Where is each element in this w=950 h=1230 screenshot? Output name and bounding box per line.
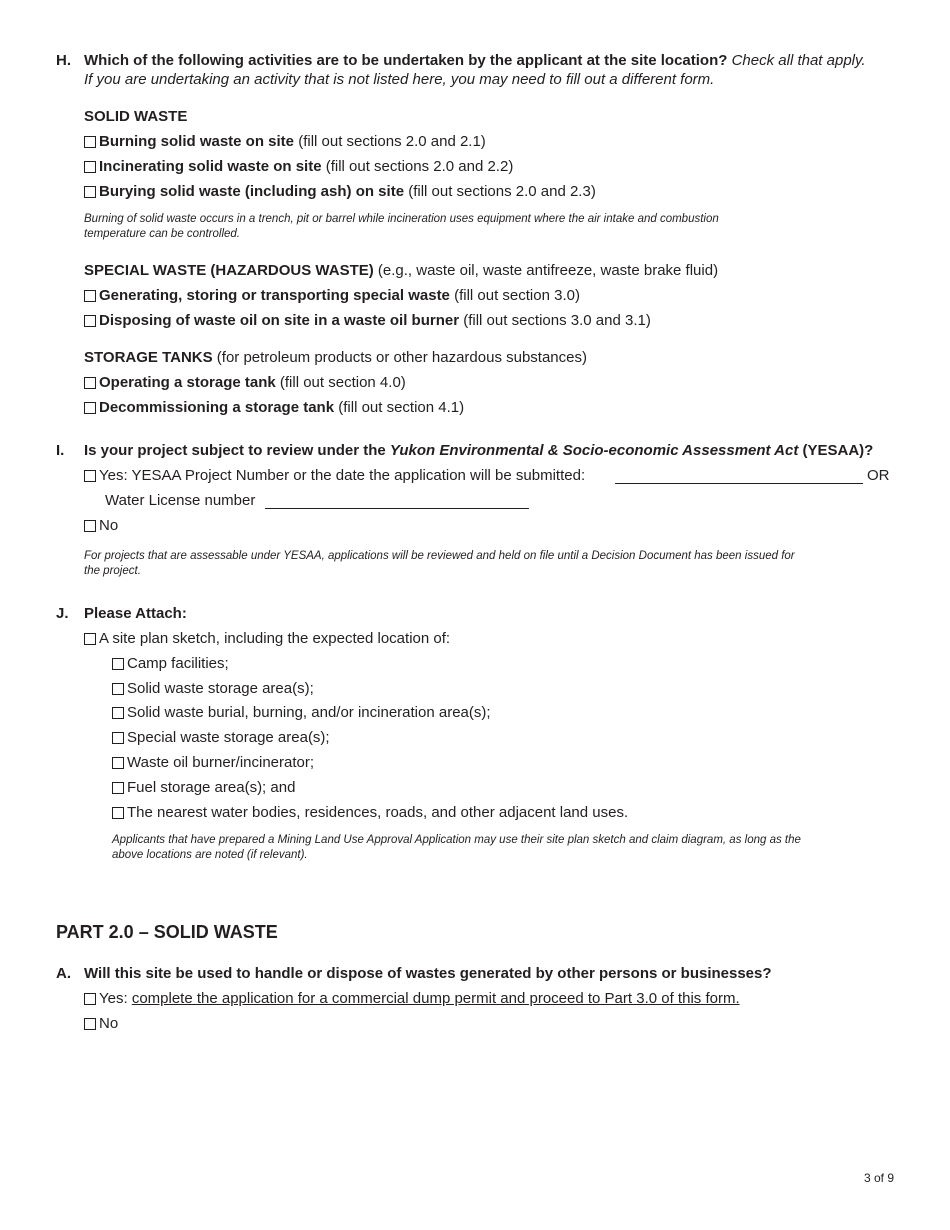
site-plan-note-line-2: above locations are noted (if relevant). — [112, 849, 308, 861]
option-label-bold: Disposing of waste oil on site in a waste oil burner — [99, 312, 460, 329]
option-waste-oil-burner[interactable] — [112, 754, 314, 772]
water-license-label: Water License number — [105, 492, 256, 509]
checkbox-generating-special-waste[interactable] — [84, 290, 96, 302]
option-label-bold: Incinerating solid waste on site — [99, 158, 322, 175]
section-i-label: I. — [56, 442, 65, 459]
subitem-label: The nearest water bodies, residences, roads, and other adjacent land uses. — [127, 804, 629, 821]
section-j-label: J. — [56, 605, 69, 622]
option-burying-solid-waste[interactable] — [84, 183, 596, 201]
subitem-label: Waste oil burner/incinerator; — [127, 754, 315, 771]
section-h-question: Which of the following activities are to be undertaken by the applicant at the site location? — [84, 52, 728, 69]
option-nearest-water-bodies[interactable] — [112, 804, 628, 822]
checkbox-commercial-dump-no[interactable] — [84, 1018, 96, 1030]
option-site-plan-sketch[interactable] — [84, 630, 450, 648]
option-label-rest: (fill out sections 2.0 and 2.2) — [321, 158, 514, 175]
section-h-label: H. — [56, 52, 71, 69]
section-j-heading: Please Attach: — [84, 605, 187, 622]
option-label-bold: Operating a storage tank — [99, 374, 276, 391]
option-yesaa-yes[interactable] — [84, 467, 585, 485]
checkbox-solid-waste-burial[interactable] — [112, 707, 124, 719]
option-label-bold: Generating, storing or transporting special waste — [99, 287, 450, 304]
part-2-title: PART 2.0 – SOLID WASTE — [56, 922, 278, 942]
option-label-bold: Burning solid waste on site — [99, 133, 295, 150]
checkbox-decommissioning-storage-tank[interactable] — [84, 402, 96, 414]
yesaa-note-line-1: For projects that are assessable under YESAA, applications will be reviewed and held on file until a Decision Document has been issued for — [84, 550, 795, 562]
option-burning-solid-waste[interactable] — [84, 133, 486, 151]
checkbox-camp-facilities[interactable] — [112, 658, 124, 670]
option-label-rest: (fill out sections 2.0 and 2.3) — [404, 183, 596, 200]
commercial-dump-yes-prefix: Yes: — [99, 990, 132, 1007]
storage-tanks-heading: STORAGE TANKS — [84, 349, 213, 366]
commercial-dump-no-label: No — [99, 1015, 119, 1032]
section-i-question-part-1: Is your project subject to review under the — [84, 442, 390, 459]
checkbox-solid-waste-storage[interactable] — [112, 683, 124, 695]
part-2-a-question: Will this site be used to handle or dispose of wastes generated by other persons or businesses? — [84, 965, 772, 982]
section-i-question — [84, 442, 873, 460]
yesaa-note-line-2: the project. — [84, 565, 141, 577]
checkbox-commercial-dump-yes[interactable] — [84, 993, 96, 1005]
option-label-rest: (fill out section 4.1) — [334, 399, 465, 416]
option-commercial-dump-yes[interactable] — [84, 990, 740, 1008]
option-label-rest: (fill out section 3.0) — [449, 287, 580, 304]
option-incinerating-solid-waste[interactable] — [84, 158, 513, 176]
site-plan-sketch-label: A site plan sketch, including the expected location of: — [99, 630, 451, 647]
checkbox-site-plan-sketch[interactable] — [84, 633, 96, 645]
checkbox-fuel-storage[interactable] — [112, 782, 124, 794]
yesaa-or-text: OR — [867, 467, 890, 484]
checkbox-incinerating-solid-waste[interactable] — [84, 161, 96, 173]
storage-tanks-heading-line — [84, 349, 587, 367]
option-yesaa-no[interactable] — [84, 517, 118, 535]
section-h-instruction: Check all that apply. — [731, 52, 866, 69]
special-waste-heading-rest: (e.g., waste oil, waste antifreeze, waste brake fluid) — [373, 262, 719, 279]
checkbox-nearest-water-bodies[interactable] — [112, 807, 124, 819]
option-special-waste-storage[interactable] — [112, 729, 330, 747]
option-label-rest: (fill out sections 2.0 and 2.1) — [294, 133, 486, 150]
option-commercial-dump-no[interactable] — [84, 1015, 118, 1033]
yesaa-no-label: No — [99, 517, 119, 534]
option-generating-special-waste[interactable] — [84, 287, 580, 305]
option-solid-waste-storage[interactable] — [112, 680, 314, 698]
checkbox-yesaa-no[interactable] — [84, 520, 96, 532]
yesaa-project-number-field[interactable] — [615, 469, 863, 484]
checkbox-waste-oil-burner[interactable] — [112, 757, 124, 769]
checkbox-special-waste-storage[interactable] — [112, 732, 124, 744]
special-waste-heading: SPECIAL WASTE (HAZARDOUS WASTE) — [84, 262, 374, 279]
section-i-act-name: Yukon Environmental & Socio-economic Assessment Act — [389, 442, 799, 459]
option-label-bold: Burying solid waste (including ash) on site — [99, 183, 405, 200]
checkbox-burying-solid-waste[interactable] — [84, 186, 96, 198]
solid-waste-note-line-2: temperature can be controlled. — [84, 228, 240, 240]
option-fuel-storage[interactable] — [112, 779, 295, 797]
option-disposing-waste-oil[interactable] — [84, 312, 651, 330]
page-number: 3 of 9 — [863, 1171, 894, 1185]
special-waste-heading-line — [84, 262, 718, 280]
yesaa-yes-label: Yes: YESAA Project Number or the date the application will be submitted: — [99, 467, 586, 484]
option-label-rest: (fill out section 4.0) — [275, 374, 406, 391]
checkbox-operating-storage-tank[interactable] — [84, 377, 96, 389]
option-camp-facilities[interactable] — [112, 655, 229, 673]
subitem-label: Special waste storage area(s); — [127, 729, 330, 746]
water-license-field[interactable] — [265, 494, 529, 509]
subitem-label: Fuel storage area(s); and — [127, 779, 296, 796]
option-label-bold: Decommissioning a storage tank — [99, 399, 335, 416]
subitem-label: Solid waste burial, burning, and/or incineration area(s); — [127, 704, 491, 721]
checkbox-burning-solid-waste[interactable] — [84, 136, 96, 148]
option-label-rest: (fill out sections 3.0 and 3.1) — [459, 312, 651, 329]
option-operating-storage-tank[interactable] — [84, 374, 406, 392]
commercial-dump-permit-link[interactable]: complete the application for a commercial dump permit and proceed to Part 3.0 of this form. — [131, 990, 740, 1007]
solid-waste-heading: SOLID WASTE — [84, 108, 188, 125]
subitem-label: Solid waste storage area(s); — [127, 680, 314, 697]
section-h-question-line — [84, 52, 866, 70]
subitem-label: Camp facilities; — [127, 655, 229, 672]
section-h-instruction-2: If you are undertaking an activity that is not listed here, you may need to fill out a different form. — [84, 71, 715, 88]
storage-tanks-heading-rest: (for petroleum products or other hazardous substances) — [212, 349, 587, 366]
part-2-a-label: A. — [56, 965, 71, 982]
checkbox-disposing-waste-oil[interactable] — [84, 315, 96, 327]
checkbox-yesaa-yes[interactable] — [84, 470, 96, 482]
option-solid-waste-burial[interactable] — [112, 704, 491, 722]
option-decommissioning-storage-tank[interactable] — [84, 399, 464, 417]
site-plan-note-line-1: Applicants that have prepared a Mining Land Use Approval Application may use their site plan sketch and claim diagram, as long as the — [112, 834, 801, 846]
solid-waste-note-line-1: Burning of solid waste occurs in a trench, pit or barrel while incineration uses equipment where the air intake and combustion — [84, 213, 719, 225]
section-i-question-part-2: (YESAA)? — [798, 442, 874, 459]
